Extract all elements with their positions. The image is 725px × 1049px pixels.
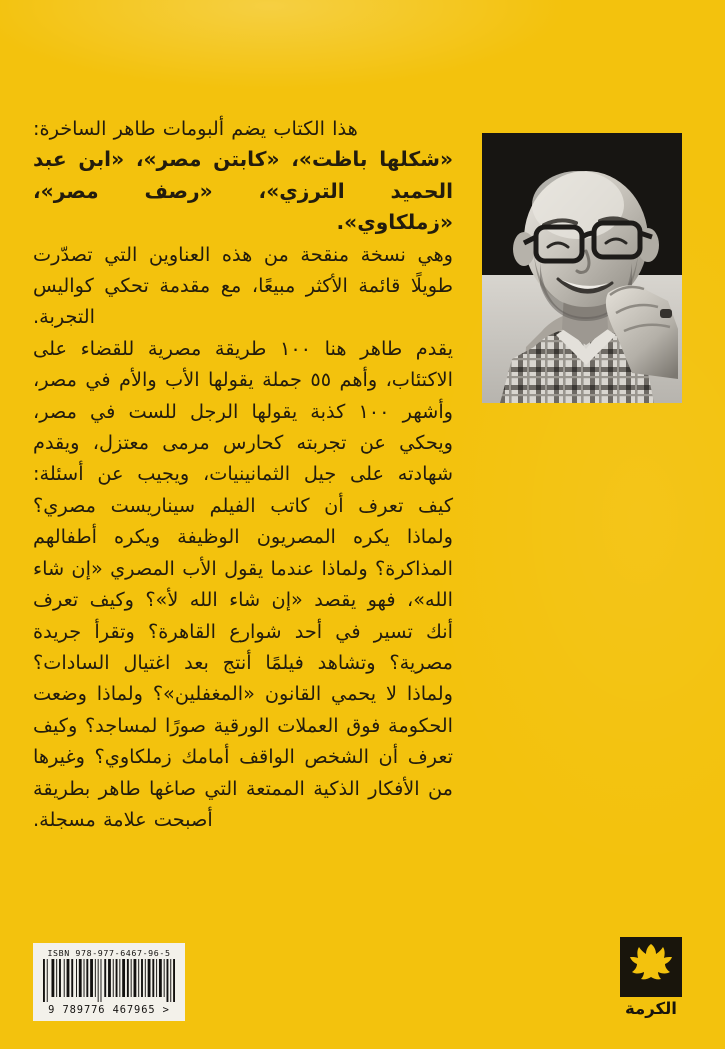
blurb-text-block [33, 113, 453, 835]
barcode-bars-icon [43, 959, 175, 1002]
isbn-label: ISBN 978-977-6467-96-5 [47, 948, 171, 958]
isbn-barcode [33, 943, 185, 1021]
blurb-paragraph-2: يقدم طاهر هنا ١٠٠ طريقة مصرية للقضاء على الاكتئاب، وأهم ٥٥ جملة يقولها الأب والأم في مصر، وأشهر ١٠٠ كذبة يقولها الرجل للست في مصر، ويحكي عن تجربته كحارس مرمى معتزل، ويقدم شهادته على جيل الثمانينيات، ويجيب عن أسئلة: كيف تعرف أن كاتب الفيلم سيناريست مصري؟ ولماذا يكره المصريون الوظيفة ويكره أطفالهم المذاكرة؟ ولماذا عندما يقول الأب المصري «إن شاء الله»، فهو يقصد «إن شاء الله لأ»؟ وكيف تعرف أنك تسير في أحد شوارع القاهرة؟ وتقرأ جريدة مصرية؟ وتشاهد فيلمًا أنتج بعد اغتيال السادات؟ ولماذا لا يحمي القانون «المغفلين»؟ ولماذا وضعت الحكومة فوق العملات الورقية صورًا لمساجد؟ وكيف تعرف أن الشخص الواقف أمامك زملكاوي؟ وغيرها من الأفكار الذكية الممتعة التي صاغها طاهر بطريقة أصبحت علامة مسجلة. [33, 336, 453, 831]
author-photo [482, 133, 682, 403]
vine-leaf-icon [620, 937, 682, 997]
blurb-lead-line: هذا الكتاب يضم ألبومات طاهر الساخرة: [33, 117, 358, 140]
blurb-paragraph-1: وهي نسخة منقحة من هذه العناوين التي تصدّرت طويلًا قائمة الأكثر مبيعًا، مع مقدمة تحكي كواليس التجربة. [33, 242, 453, 329]
blurb-album-titles: «شكلها باظت»، «كابتن مصر»، «ابن عبد الحميد الترزي»، «رصف مصر»، «زملكاوي». [33, 147, 453, 235]
publisher-logo [614, 937, 688, 1019]
barcode-digits: 9 789776 467965 > [48, 1004, 170, 1016]
publisher-name: الكرمة [625, 999, 677, 1018]
